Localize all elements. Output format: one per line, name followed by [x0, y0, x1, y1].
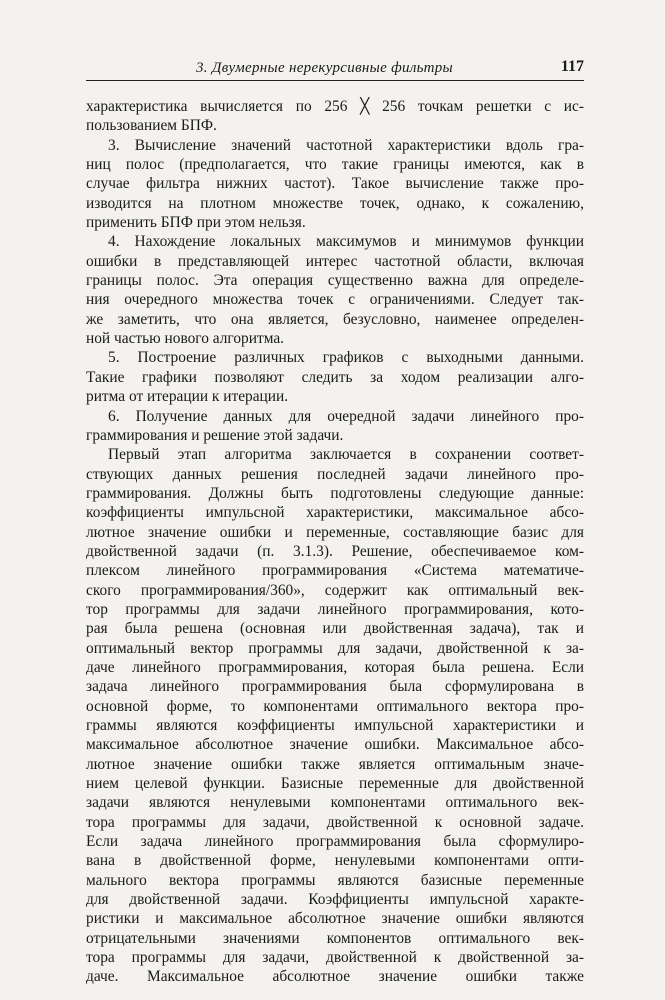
text-line: максимальное абсолютное значение ошибки. Максимальное абсо- — [86, 736, 584, 754]
text-line: тора программы для задачи, двойственной к двойственной за- — [86, 949, 584, 967]
text-line: ниц полос (предполагается, что такие границы имеются, как в — [86, 156, 584, 174]
text-line: для двойственной задачи. Коэффициенты импульсной характе- — [86, 891, 584, 909]
text-line: даче. Максимальное абсолютное значение ошибки также — [86, 968, 584, 986]
chapter-title: 3. Двумерные нерекурсивные фильтры — [196, 60, 453, 76]
text-line: отрицательными значениями компонентов оптимального век- — [86, 929, 584, 947]
text-line: ной частью нового алгоритма. — [86, 330, 285, 348]
text-line: ритма от итерации к итерации. — [86, 388, 289, 406]
body-text — [86, 97, 584, 987]
running-header — [86, 58, 584, 81]
text-line: даче линейного программирования, которая была решена. Если — [86, 658, 584, 676]
text-line: ского программирования/360», содержит как оптимальный век- — [86, 581, 584, 599]
text-line: изводится на плотном множестве точек, однако, к сожалению, — [86, 194, 584, 212]
text-line: пользованием БПФ. — [86, 117, 217, 135]
text-line: рая была решена (основная или двойственная задача), так и — [86, 620, 584, 638]
text-line: коэффициенты импульсной характеристики, максимальное абсо- — [86, 504, 584, 522]
text-line: лютное значение ошибки также является оптимальным значе- — [86, 755, 584, 773]
text-line: 5. Построение различных графиков с выходными данными. — [108, 349, 584, 367]
text-line: мального вектора программы являются базисные переменные — [86, 871, 584, 889]
text-line: лютное значение ошибки и переменные, составляющие базис для — [86, 523, 584, 541]
text-line: граммы являются коэффициенты импульсной характеристики и — [86, 717, 584, 734]
page-number: 117 — [560, 58, 584, 75]
text-line: тора программы для задачи, двойственной к основной задаче. — [86, 813, 584, 831]
text-line: оптимальный вектор программы для задачи, двойственной к за- — [86, 639, 584, 657]
text-line: основной форме, то компонентами оптимального вектора про- — [86, 697, 584, 715]
text-line: ошибки в представляющей интерес частотной области, включая — [86, 252, 584, 270]
text-line: Если задача линейного программирования была сформулиро- — [86, 833, 584, 851]
text-line: граммирования. Должны быть подготовлены следующие данные: — [86, 484, 584, 502]
text-line: граммирования и решение этой задачи. — [86, 426, 344, 444]
text-line: 4. Нахождение локальных максимумов и минимумов функции — [108, 233, 584, 251]
text-line: характеристика вычисляется по 256 ╳ 256 точкам решетки с ис- — [86, 98, 584, 115]
text-line: Такие графики позволяют следить за ходом реализации алго- — [86, 368, 584, 386]
text-line: границы полос. Эта операция существенно важна для определе- — [86, 272, 584, 290]
text-line: нием целевой функции. Базисные переменные для двойственной — [86, 775, 584, 793]
text-line: тор программы для задачи линейного программирования, кото- — [86, 600, 584, 618]
text-line: же заметить, что она является, безусловно, наименее определен- — [86, 310, 584, 328]
text-line: 3. Вычисление значений частотной характеристики вдоль гра- — [108, 136, 584, 154]
text-line: ствующих данных решения последней задачи линейного про- — [86, 465, 584, 483]
text-line: вана в двойственной форме, ненулевыми компонентами опти- — [86, 852, 584, 870]
text-line: Первый этап алгоритма заключается в сохранении соответ- — [108, 446, 584, 464]
text-line: применить БПФ при этом нельзя. — [86, 214, 306, 232]
text-line: задача линейного программирования была сформулирована в — [86, 678, 584, 696]
text-line: задачи являются ненулевыми компонентами оптимального век- — [86, 794, 584, 812]
text-line: случае фильтра нижних частот). Такое вычисление также про- — [86, 175, 584, 193]
text-line: ристики и максимальное абсолютное значение ошибки являются — [86, 910, 584, 928]
text-line: двойственной задачи (п. 3.1.3). Решение, обеспечиваемое ком- — [86, 542, 584, 560]
text-line: 6. Получение данных для очередной задачи линейного про- — [108, 407, 584, 425]
text-line: плексом линейного программирования «Система математиче- — [86, 562, 584, 580]
text-line: ния очередного множества точек с ограничениями. Следует так- — [86, 291, 584, 309]
